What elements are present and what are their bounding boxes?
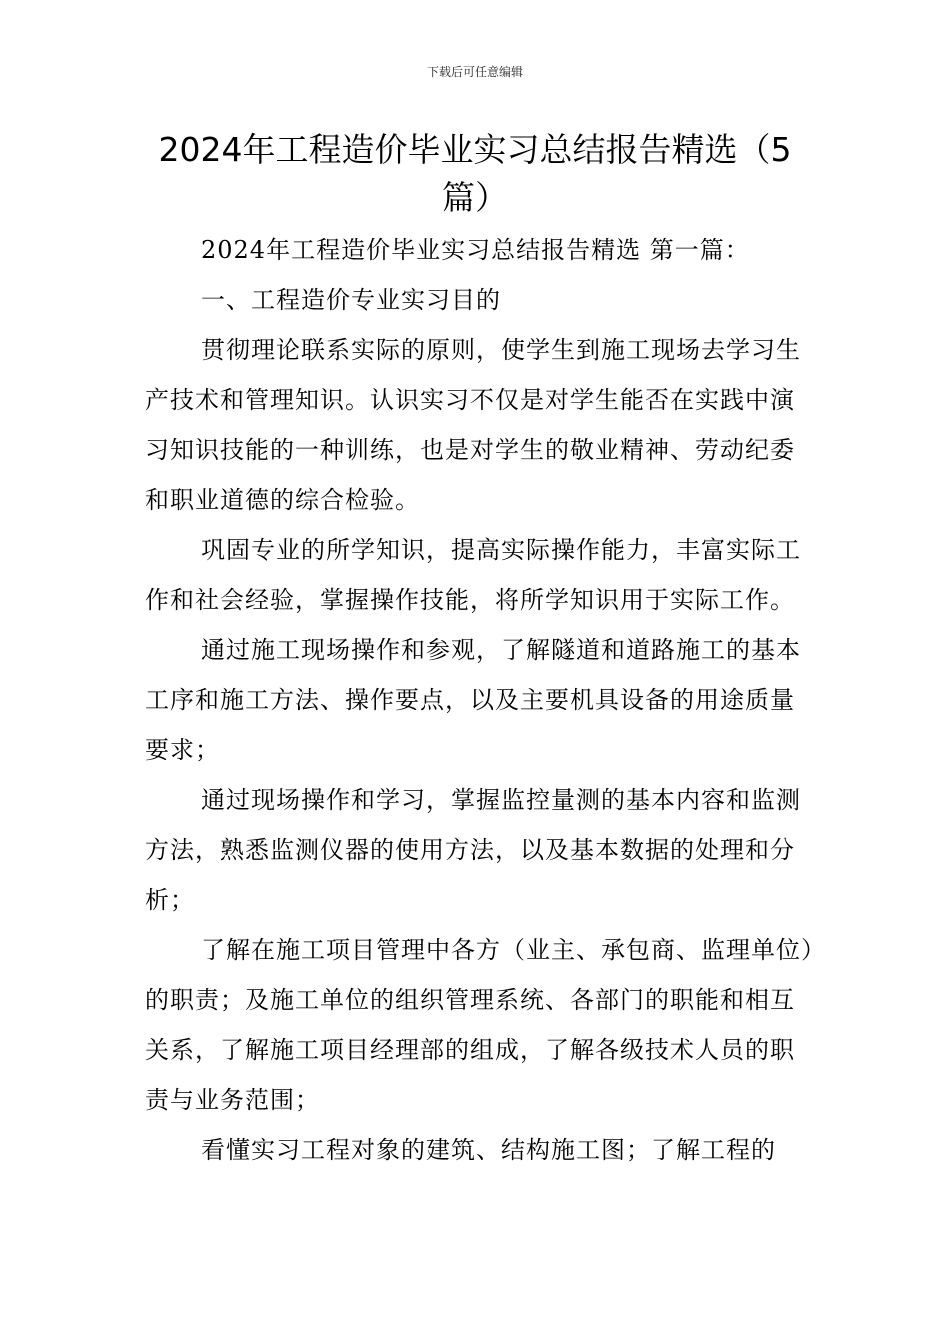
document-title: 2024年工程造价毕业实习总结报告精选（5篇） [158,130,792,217]
document-body [145,225,815,1175]
section-heading-first: 2024年工程造价毕业实习总结报告精选 第一篇： [201,236,750,264]
paragraph: 了解在施工项目管理中各方（业主、承包商、监理单位）的职责；及施工单位的组织管理系统、各部门的职能和相互关系，了解施工项目经理部的组成，了解各级技术人员的职责与业务范围； [145,936,814,1114]
paragraph: 看懂实习工程对象的建筑、结构施工图；了解工程的 [201,1136,776,1164]
section-subheading: 一、工程造价专业实习目的 [201,286,501,314]
header-note: 下载后可任意编辑 [426,65,523,79]
paragraph: 通过现场操作和学习，掌握监控量测的基本内容和监测方法，熟悉监测仪器的使用方法，以及基本数据的处理和分析； [145,786,801,914]
paragraph: 贯彻理论联系实际的原则，使学生到施工现场去学习生产技术和管理知识。认识实习不仅是对学生能否在实践中演习知识技能的一种训练，也是对学生的敬业精神、劳动纪委和职业道德的综合检验。 [145,336,801,514]
paragraph: 通过施工现场操作和参观，了解隧道和道路施工的基本工序和施工方法、操作要点，以及主要机具设备的用途质量要求； [145,636,801,764]
paragraph: 巩固专业的所学知识，提高实际操作能力，丰富实际工作和社会经验，掌握操作技能，将所学知识用于实际工作。 [145,536,801,614]
